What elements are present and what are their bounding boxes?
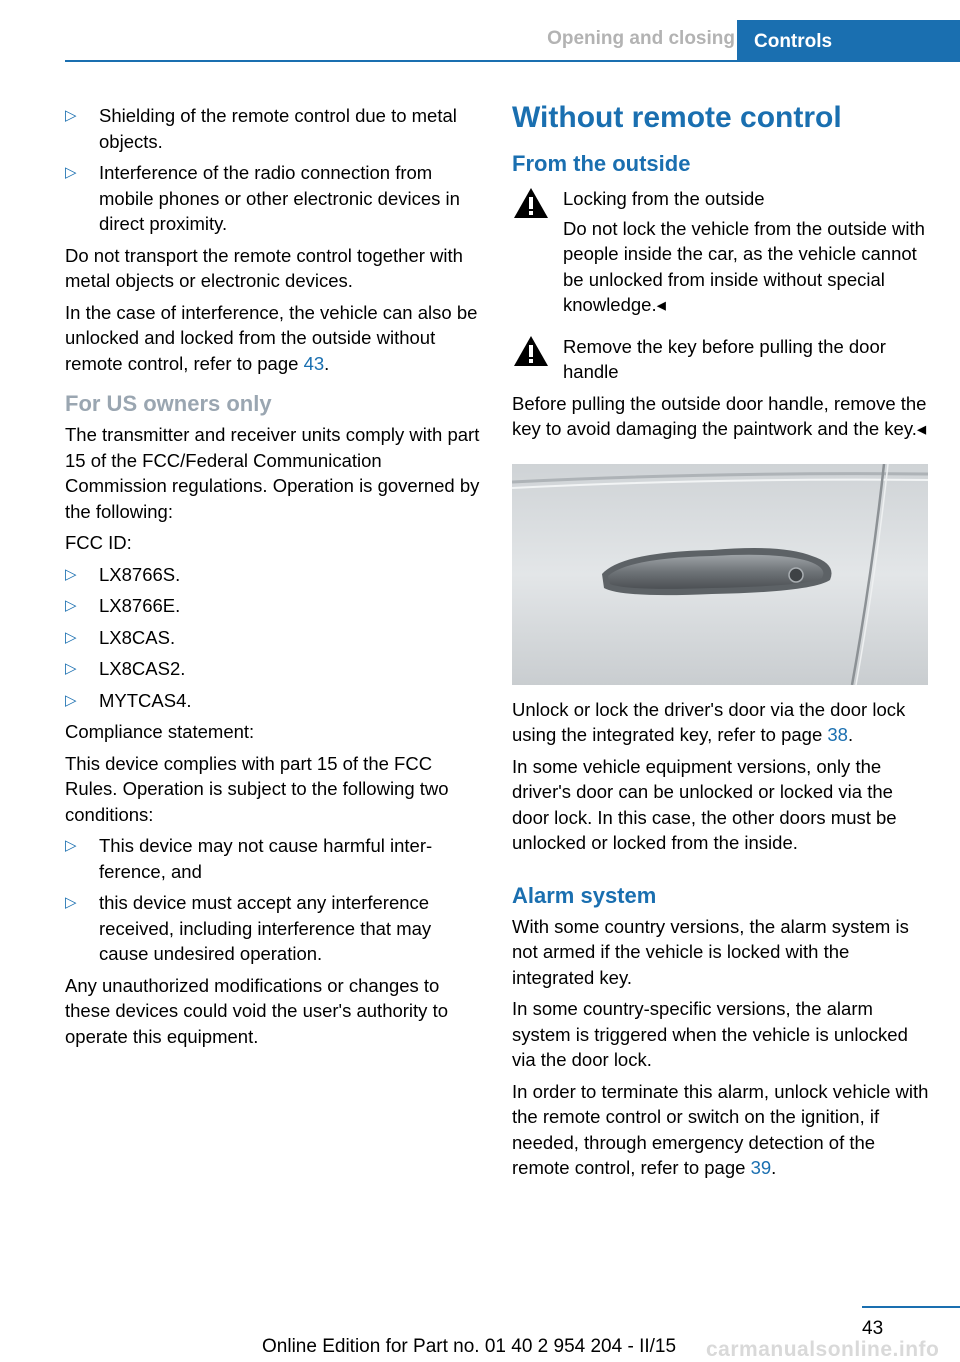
paragraph: Unlock or lock the driver's door via the door lock using the integrated key, refer to page 38.	[512, 698, 906, 745]
page-title: Without remote control	[512, 101, 842, 134]
left-column	[65, 103, 483, 1055]
list-item: ▷ MYTCAS4.	[65, 688, 483, 714]
footer-rule	[862, 1306, 960, 1308]
triangle-bullet-icon: ▷	[65, 660, 77, 677]
warning-body: Do not lock the vehicle from the outside with people inside the car, as the vehicle cannot be unlocked from inside without special knowledge.◂	[563, 217, 925, 315]
section-heading-us-owners: For US owners only	[65, 391, 272, 416]
warning-title: Remove the key before pulling the door handle	[563, 335, 886, 382]
list-item: ▷ LX8CAS2.	[65, 656, 483, 682]
header-tab-controls: Controls	[737, 20, 960, 62]
triangle-bullet-icon: ▷	[65, 691, 77, 709]
list-item: ▷ LX8766E.	[65, 593, 483, 619]
paragraph: In some country-specific versions, the alarm system is triggered when the vehicle is unlocked via the door lock.	[512, 998, 908, 1070]
paragraph: With some country versions, the alarm system is not armed if the vehicle is locked with the integrated key.	[512, 915, 909, 988]
header-rule	[65, 60, 960, 62]
paragraph: In some vehicle equipment versions, only the driver's door can be unlocked or locked via the door lock. In this case, the other doors must be unlocked or locked from the inside.	[512, 755, 897, 853]
list-item: ▷ This device may not cause harmful interference, and	[65, 835, 433, 882]
door-handle-illustration	[512, 464, 928, 685]
list-item: ▷ LX8CAS.	[65, 625, 483, 651]
subsection-heading: From the outside	[512, 151, 691, 176]
list-item: ▷ Shielding of the remote control due to metal objects.	[65, 105, 457, 152]
warning-block	[512, 186, 930, 318]
paragraph: This device complies with part 15 of the FCC Rules. Operation is subject to the following two conditions:	[65, 752, 449, 825]
triangle-bullet-icon: ▷	[65, 894, 77, 911]
paragraph: Any unauthorized modifications or changes to these devices could void the user's authority to operate this equipment.	[65, 974, 448, 1047]
paragraph: Do not transport the remote control together with metal objects or electronic devices.	[65, 244, 463, 291]
warning-title: Locking from the outside	[563, 188, 765, 209]
warning-body: Before pulling the outside door handle, remove the key to avoid damaging the paintwork and the key.◂	[512, 392, 927, 439]
header-section-label: Opening and closing	[547, 28, 735, 49]
page-link[interactable]: 38	[827, 724, 848, 745]
warning-triangle-icon	[512, 334, 550, 368]
watermark: carmanualsonline.info	[706, 1338, 940, 1361]
edition-note: Online Edition for Part no. 01 40 2 954 204 - II/15	[262, 1336, 677, 1357]
compliance-label: Compliance statement:	[65, 721, 255, 742]
list-item: ▷ this device must accept any interference received, including interference that may cause undesired operation.	[65, 892, 432, 964]
page-link[interactable]: 39	[750, 1157, 772, 1178]
triangle-bullet-icon: ▷	[65, 837, 77, 854]
fcc-label: FCC ID:	[65, 532, 132, 553]
triangle-bullet-icon: ▷	[65, 107, 77, 124]
list-item: ▷ LX8766S.	[65, 562, 483, 588]
triangle-bullet-icon: ▷	[65, 164, 77, 181]
triangle-bullet-icon: ▷	[65, 597, 77, 614]
paragraph: In order to terminate this alarm, unlock vehicle with the remote control or switch on the ignition, if needed, through emergency detection of the remote control, refer to page 39.	[512, 1080, 929, 1178]
warning-triangle-icon	[512, 186, 550, 220]
paragraph: The transmitter and receiver units comply with part 15 of the FCC/Federal Communication Commission regulations. Operation is governed by the following:	[65, 424, 480, 522]
warning-block	[512, 334, 930, 385]
paragraph: In the case of interference, the vehicle can also be unlocked and locked from the outside without remote control, refer to page 43.	[65, 301, 478, 374]
section-heading-alarm-system: Alarm system	[512, 882, 657, 908]
page-link[interactable]: 43	[303, 352, 325, 374]
page-number: 43	[862, 1318, 884, 1339]
list-item: ▷ Interference of the radio connection from mobile phones or other electronic devices in direct proximity.	[65, 162, 460, 234]
triangle-bullet-icon: ▷	[65, 628, 77, 646]
triangle-bullet-icon: ▷	[65, 565, 77, 583]
right-column	[512, 100, 930, 1187]
